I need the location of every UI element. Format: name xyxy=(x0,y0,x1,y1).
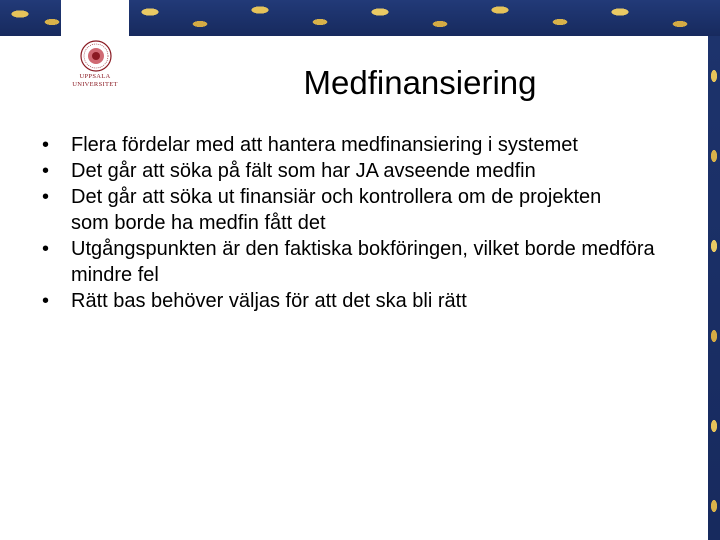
bullet-item xyxy=(42,132,692,158)
bullet-text: Utgångspunkten är den faktiska bokföringen, vilket borde medföra mindre fel xyxy=(71,238,655,286)
bullet-text: Rätt bas behöver väljas för att det ska bli rätt xyxy=(71,290,467,312)
logo-line-2: UNIVERSITET xyxy=(72,81,118,88)
logo-line-1: UPPSALA xyxy=(79,73,111,80)
bullet-item xyxy=(42,158,692,184)
logo-wordmark xyxy=(61,73,129,89)
bullet-text: Det går att söka ut finansiär och kontrollera om de projekten som borde ha medfin fått det xyxy=(71,186,602,234)
bullet-text: Flera fördelar med att hantera medfinansiering i systemet xyxy=(71,134,578,156)
bullet-item xyxy=(42,288,692,314)
bullet-dot: • xyxy=(42,134,50,156)
bullet-dot: • xyxy=(42,186,50,208)
bullet-text: Det går att söka på fält som har JA avseende medfin xyxy=(71,160,536,182)
bullet-item xyxy=(42,184,692,236)
university-seal-icon xyxy=(80,40,112,72)
bullet-dot: • xyxy=(42,290,50,312)
slide-title: Medfinansiering xyxy=(303,64,537,101)
bullet-dot: • xyxy=(42,160,50,182)
bullet-dot: • xyxy=(42,238,50,260)
bullet-list xyxy=(42,132,692,314)
bullet-item xyxy=(42,236,692,288)
decorative-right-border xyxy=(708,36,720,540)
